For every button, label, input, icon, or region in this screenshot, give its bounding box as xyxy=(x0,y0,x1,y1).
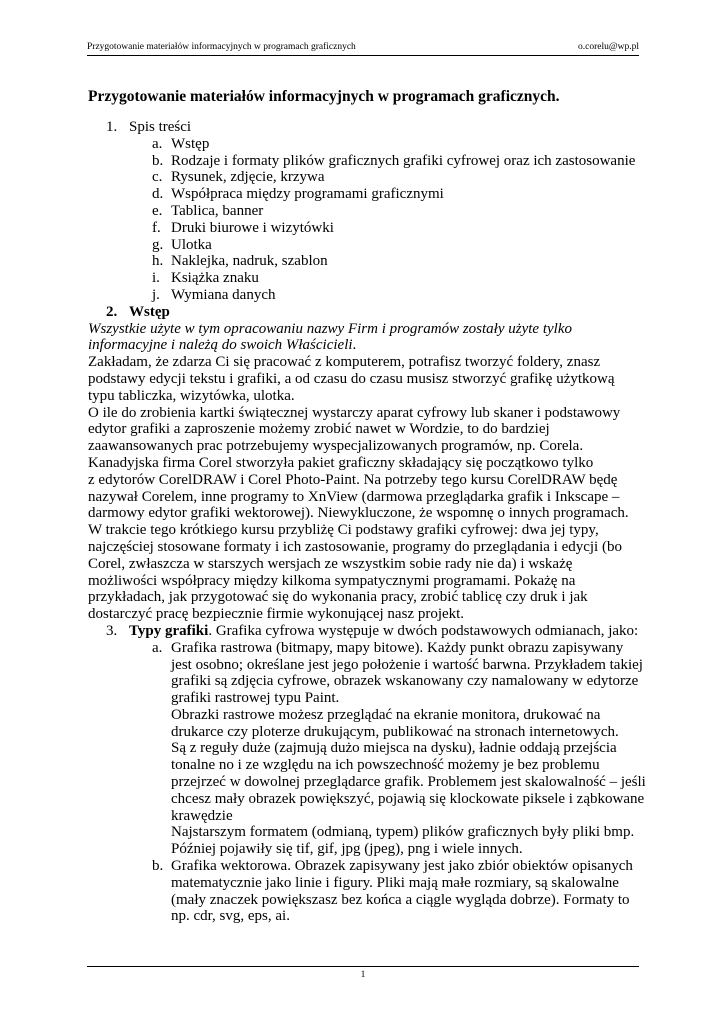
body-line: Kanadyjska firma Corel stworzyła pakiet graficzny składający się początkowo tylko xyxy=(88,454,594,471)
toc-item-text: Rysunek, zdjęcie, krzywa xyxy=(171,169,325,186)
list-item-letter: b. xyxy=(152,858,164,875)
section-3-number: 3. xyxy=(106,622,118,639)
section-2-body xyxy=(88,354,648,623)
list-item-text: (mały znaczek powiększasz bez końca a ciągle wygląda dobrze). Formaty to xyxy=(171,891,630,908)
toc-item xyxy=(88,253,648,270)
list-item-text: przejrzeć w dowolnej przeglądarce grafik. Problemem jest skalowalność – jeśli xyxy=(171,774,646,791)
toc-item xyxy=(88,287,648,304)
list-item-text: tonalne no i ze względu na ich powszechność możemy je bez problemu xyxy=(171,757,600,774)
list-item-line xyxy=(88,707,648,724)
toc-item-text: Książka znaku xyxy=(171,270,259,287)
disclaimer-line-2 xyxy=(88,337,648,354)
header-email: o.corelu@wp.pl xyxy=(578,42,639,52)
section-2-number: 2. xyxy=(106,303,118,320)
toc-item xyxy=(88,237,648,254)
toc-item-text: Druki biurowe i wizytówki xyxy=(171,219,334,236)
list-item-text: Są z reguły duże (zajmują dużo miejsca na dysku), ładnie oddają przejścia xyxy=(171,740,617,757)
toc-item-letter: d. xyxy=(152,186,164,203)
list-item-line xyxy=(88,690,648,707)
list-item-line xyxy=(88,740,648,757)
toc-item-text: Naklejka, nadruk, szablon xyxy=(171,253,328,270)
toc-label: Spis treści xyxy=(129,119,192,135)
list-item-line xyxy=(88,908,648,925)
list-item-text: Obrazki rastrowe możesz przeglądać na ekranie monitora, drukować na xyxy=(171,706,601,723)
list-item-line xyxy=(88,808,648,825)
toc-item-letter: f. xyxy=(152,219,161,236)
section-3-items xyxy=(88,640,648,926)
section-2-title: Wstęp xyxy=(129,303,170,320)
toc-item-letter: b. xyxy=(152,152,164,169)
toc-item xyxy=(88,136,648,153)
list-item-line xyxy=(88,774,648,791)
page-number: 1 xyxy=(360,970,366,980)
list-item-text: chcesz mały obrazek powiększyć, pojawią się klockowate piksele i ząbkowane xyxy=(171,790,645,807)
list-item-text: Później pojawiły się tif, gif, jpg (jpeg), png i wiele innych. xyxy=(171,841,523,858)
list-item-line xyxy=(88,657,648,674)
list-item-text: np. cdr, svg, eps, ai. xyxy=(171,908,290,925)
toc-heading xyxy=(88,119,648,136)
body-line: Corel, zwłaszcza w starszych wersjach ze wszystkim sobie rady nie da) i wskażę xyxy=(88,555,573,572)
section-3-title: Typy grafiki xyxy=(129,622,209,639)
toc-item-letter: c. xyxy=(152,169,163,186)
body-line: W trakcie tego krótkiego kursu przybliżę Ci podstawy grafiki cyfrowej: dwa jej typy, xyxy=(88,522,599,539)
toc-number: 1. xyxy=(106,119,118,135)
body-line: typu tabliczka, wizytówka, ulotka. xyxy=(88,387,295,404)
list-item-line xyxy=(88,892,648,909)
list-item-line xyxy=(88,757,648,774)
body-line: darmowy edytor grafiki wektorowej). Niewykluczone, że wspomnę o innych programach. xyxy=(88,505,629,522)
toc-item xyxy=(88,220,648,237)
disclaimer-text: informacyjne i należą do swoich Właścicieli xyxy=(88,337,353,354)
header-title: Przygotowanie materiałów informacyjnych w programach graficznych xyxy=(87,42,356,52)
list-item-text: jest osobno; określane jest jego położenie i wartość barwna. Przykładem takiej xyxy=(171,656,643,673)
toc-item xyxy=(88,270,648,287)
list-item-text: Najstarszym formatem (odmianą, typem) plików graficznych były pliki bmp. xyxy=(171,824,635,841)
toc-item xyxy=(88,186,648,203)
list-item-text: drukarce czy ploterze drukującym, publikować na stronach internetowych. xyxy=(171,723,619,740)
page-header xyxy=(87,41,639,56)
toc-item-text: Wstęp xyxy=(171,135,210,152)
body-line: nazywał Corelem, inne programy to XnView (darmowa przeglądarka grafik i Inkscape – xyxy=(88,488,620,505)
body-line: możliwości współpracy między kilkoma sympatycznymi programami. Pokażę na xyxy=(88,572,576,589)
toc-item xyxy=(88,169,648,186)
body-line: podstawy edycji tekstu i grafiki, a od czasu do czasu musisz stworzyć grafikę użytkową xyxy=(88,370,615,387)
toc-item-letter: a. xyxy=(152,135,163,152)
body-line: Zakładam, że zdarza Ci się pracować z komputerem, potrafisz tworzyć foldery, znasz xyxy=(88,354,601,371)
list-item-text: Grafika rastrowa (bitmapy, mapy bitowe). Każdy punkt obrazu zapisywany xyxy=(171,639,624,656)
document-body xyxy=(88,119,648,925)
list-item-line xyxy=(88,724,648,741)
list-item-line xyxy=(88,673,648,690)
body-line: dostarczyć pracę bezpiecznie firmie wykonującej nasz projekt. xyxy=(88,606,465,623)
toc-item-letter: e. xyxy=(152,202,163,219)
section-3-intro: . Grafika cyfrowa występuje w dwóch podstawowych odmianach, jako: xyxy=(208,622,639,639)
document-title: Przygotowanie materiałów informacyjnych w programach graficznych. xyxy=(88,88,560,105)
toc-item-text: Tablica, banner xyxy=(171,202,264,219)
toc-list xyxy=(88,136,648,304)
list-item-line xyxy=(88,824,648,841)
toc-item xyxy=(88,203,648,220)
toc-item-letter: h. xyxy=(152,253,164,270)
toc-item-text: Wymiana danych xyxy=(171,286,276,303)
list-item-letter: a. xyxy=(152,639,163,656)
disclaimer-line-1: Wszystkie użyte w tym opracowaniu nazwy Firm i programów zostały użyte tylko xyxy=(88,320,572,337)
body-line: z edytorów CorelDRAW i Corel Photo-Paint. Na potrzeby tego kursu CorelDRAW będę xyxy=(88,471,618,488)
section-3-heading xyxy=(88,623,648,640)
toc-item-text: Ulotka xyxy=(171,236,212,253)
toc-item-letter: g. xyxy=(152,236,164,253)
body-line: zaawansowanych prac potrzebujemy wyspecjalizowanych programów, np. Corela. xyxy=(88,438,584,455)
list-item-text: grafiki są zdjęcia cyfrowe, obrazek wskanowany czy namalowany w edytorze xyxy=(171,673,639,690)
list-item-text: grafiki rastrowej typu Paint. xyxy=(171,690,340,707)
body-line: O ile do zrobienia kartki świątecznej wystarczy aparat cyfrowy lub skaner i podstawowy xyxy=(88,404,621,421)
section-2-heading xyxy=(88,304,648,321)
list-item-text: Grafika wektorowa. Obrazek zapisywany jest jako zbiór obiektów opisanych xyxy=(171,858,633,875)
body-line: edytor grafiki a zaproszenie możemy zrobić nawet w Wordzie, to do bardziej xyxy=(88,421,550,438)
list-item-line xyxy=(88,841,648,858)
list-item-text: matematycznie jako linie i figury. Pliki mają małe rozmiary, są skalowalne xyxy=(171,874,619,891)
list-item-line xyxy=(88,858,648,875)
disclaimer-period: . xyxy=(352,337,357,354)
body-line: przykładach, jak przygotować się do wykonania pracy, zrobić tablicę czy druk i jak xyxy=(88,589,588,606)
list-item-line xyxy=(88,640,648,657)
list-item-line xyxy=(88,791,648,808)
page-footer xyxy=(87,966,639,980)
list-item-line xyxy=(88,875,648,892)
body-line: najczęściej stosowane formaty i ich zastosowanie, programy do przeglądania i edycji (bo xyxy=(88,538,622,555)
toc-item-text: Współpraca między programami graficznymi xyxy=(171,186,444,203)
toc-item-letter: i. xyxy=(152,270,160,287)
toc-item xyxy=(88,153,648,170)
toc-item-letter: j. xyxy=(152,286,160,303)
toc-item-text: Rodzaje i formaty plików graficznych grafiki cyfrowej oraz ich zastosowanie xyxy=(171,152,636,169)
list-item-text: krawędzie xyxy=(171,807,233,824)
